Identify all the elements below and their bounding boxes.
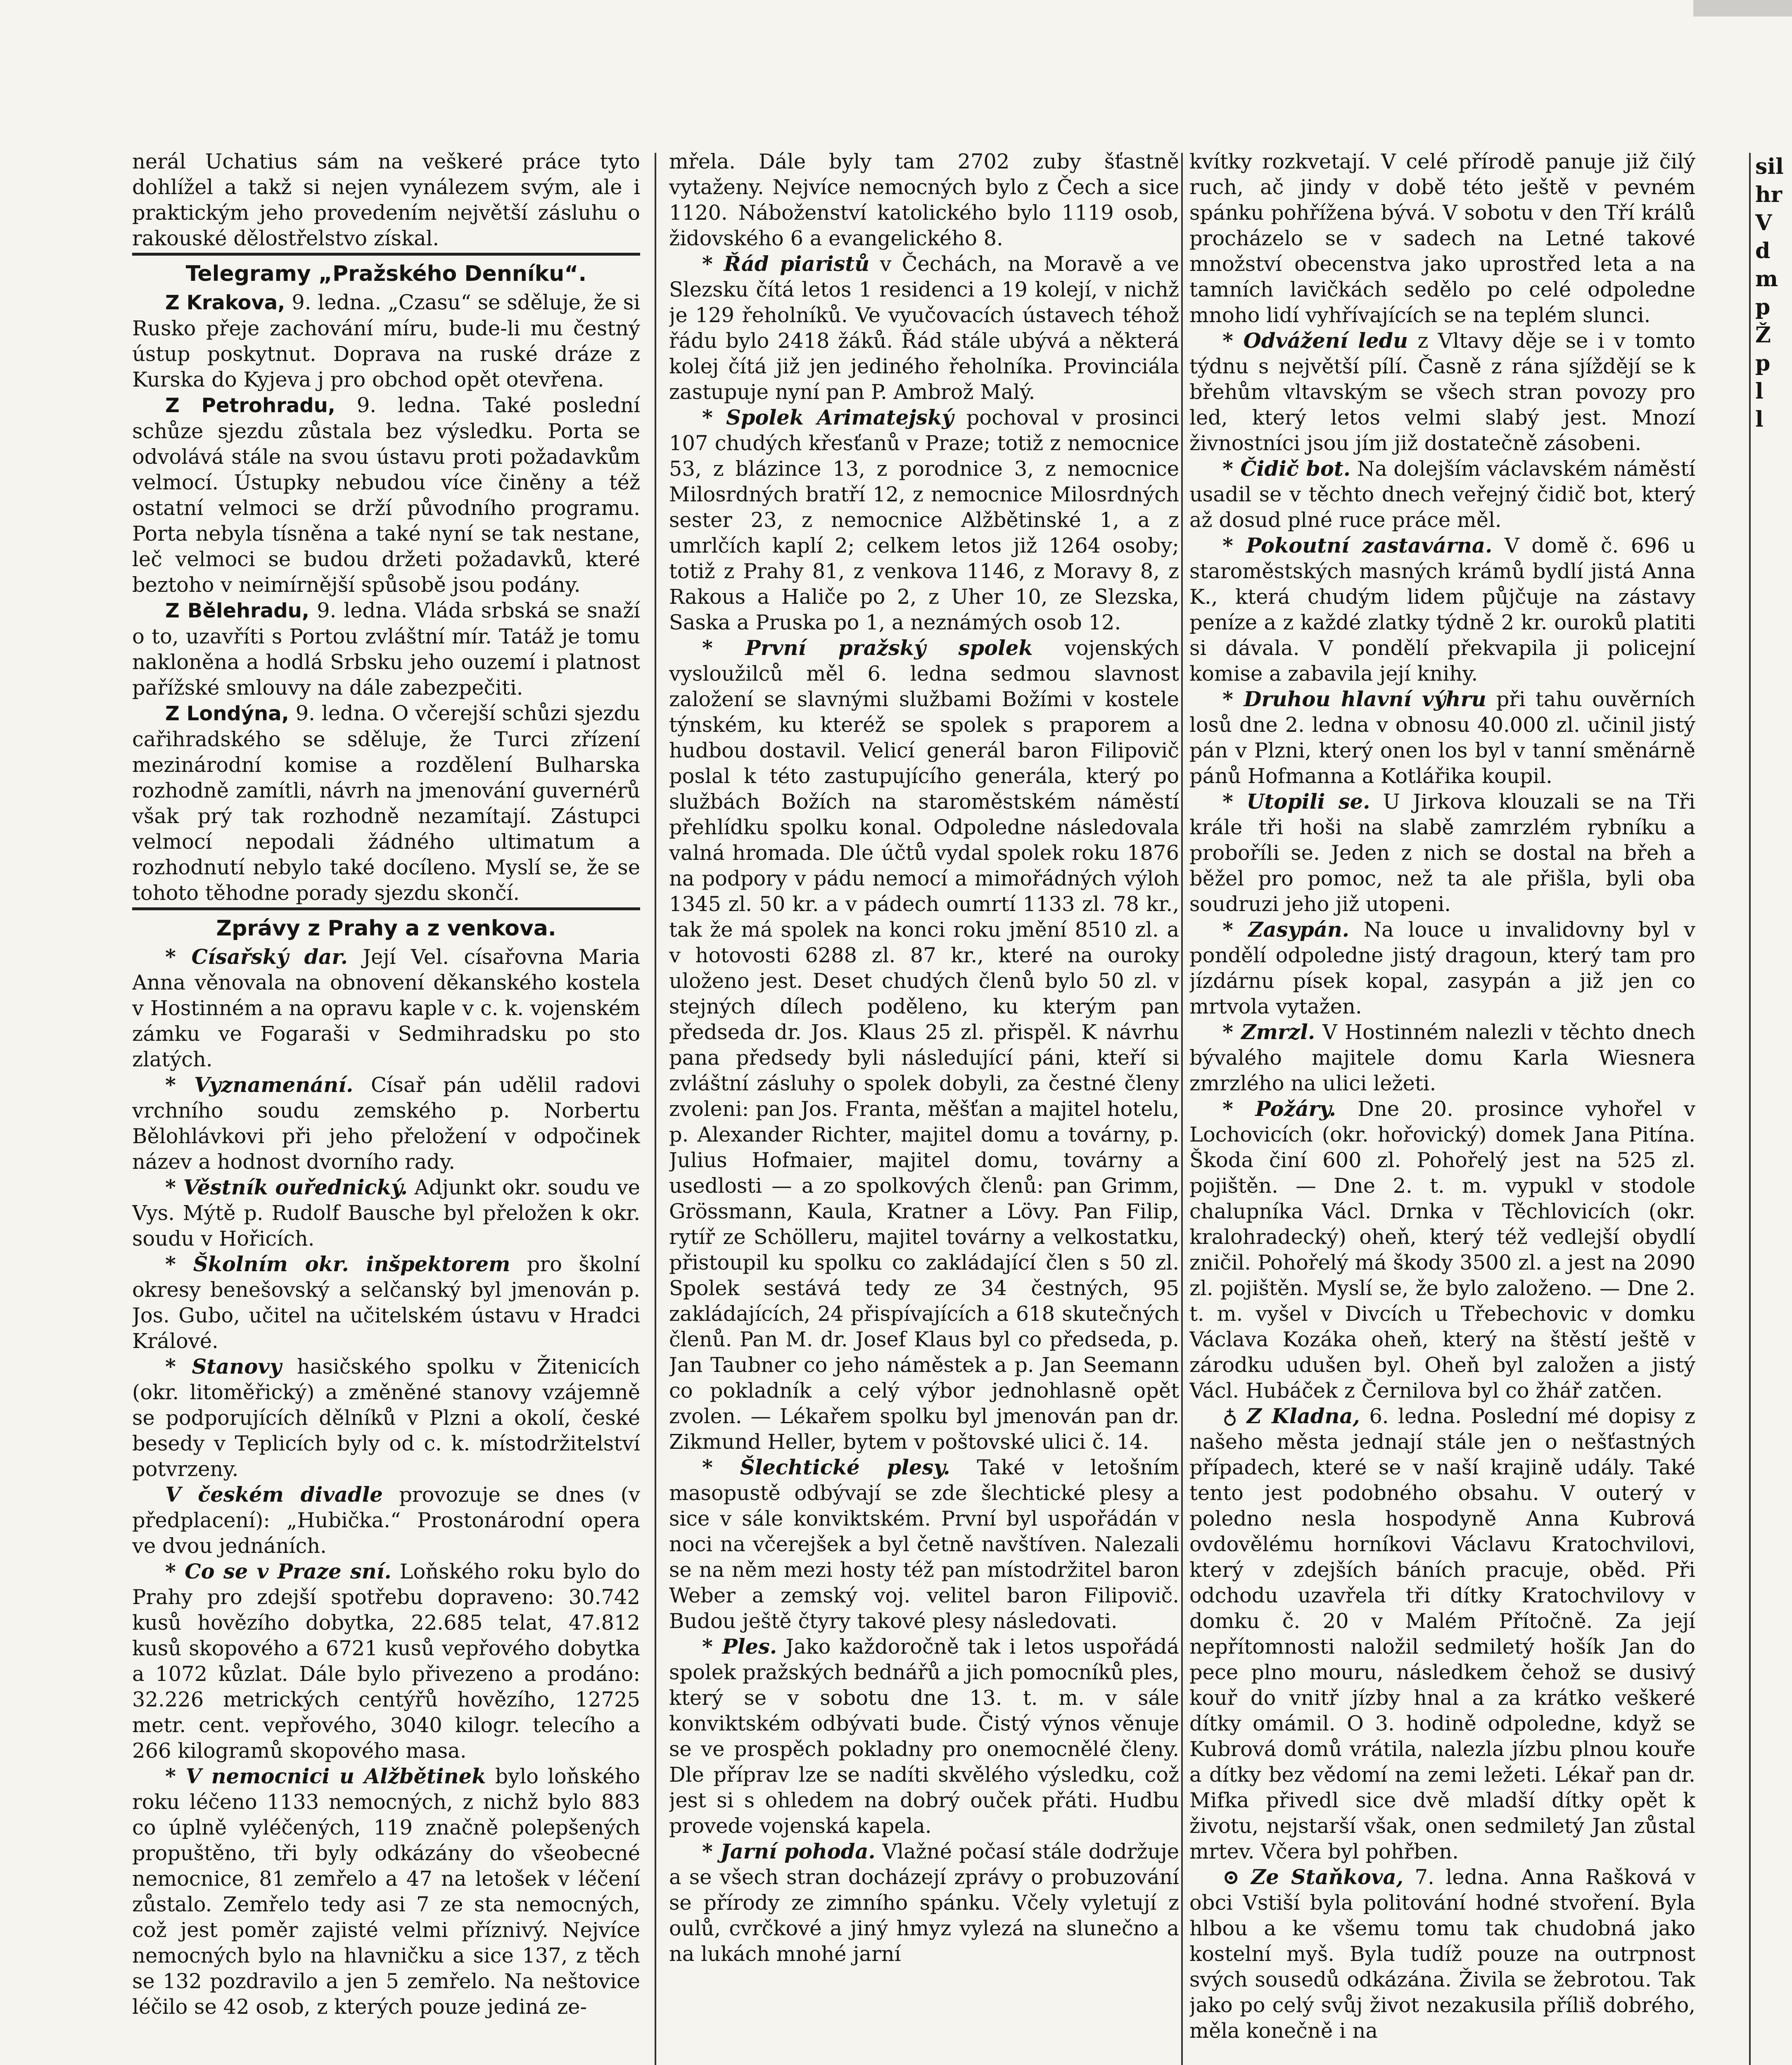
news-keyword: Císařský dar. xyxy=(191,945,348,969)
news-keyword: Odvážení ledu xyxy=(1243,329,1408,353)
telegram-londyn xyxy=(132,700,640,906)
telegram-belehrad xyxy=(132,598,640,700)
news-keyword: Školním okr. inšpektorem xyxy=(193,1252,510,1276)
news-text: Také v letošním masopustě odbývají se zde šlechtické plesy a sice v sále konviktském. První byl uspořádán v noci na včerejšek a byl četně navštíven. Nalezali se na něm mezi hosty též pan místodržitel baron Weber a zemský voj. velitel baron Filipovič. Budou ještě čtyry takové plesy následovati. xyxy=(669,1455,1179,1633)
news-item: * Zmrzl. V Hostinném nalezli v těchto dnech bývalého majitele domu Karla Wiesnera zmrzlého na ulici ležeti. xyxy=(1189,1020,1695,1095)
news-item: * Odvážení ledu z Vltavy děje se i v tomto týdnu s největší pílí. Časně z rána sjíždějí se k břehům vltavským se všech stran povozy pro led, který letos velmi slabý jest. Mnozí živnostníci jsou jím již dostatečně zásobeni. xyxy=(1189,329,1695,455)
news-item: * Utopili se. U Jirkova klouzali se na Tři krále tři hoši na slabě zamrzlém rybníku a proboříli se. Jeden z nich se dostal na břeh a běžel pro pomoc, než ta ale přišla, byli oba soudruzi jeho již utopeni. xyxy=(1189,790,1695,916)
news-item: * Šlechtické plesy. Také v letošním masopustě odbývají se zde šlechtické plesy a sice v sále konviktském. První byl uspořádán v noci na včerejšek a byl četně navštíven. Nalezali se na něm mezi hosty též pan místodržitel baron Weber a zemský voj. velitel baron Filipovič. Budou ještě čtyry takové plesy následovati. xyxy=(669,1455,1179,1633)
news-text: vojenských vysloužilců měl 6. ledna sedmou slavnost založení se slavnými službami Božími v kostele týnském, ku kteréž se spolek s praporem a hudbou dostavil. Velicí generál baron Filipovič poslal k této zastupujícího generála, který po službách Božích na staroměstském náměstí přehlídku spolku konal. Odpoledne následovala valná hromada. Dle účtů vydal spolek roku 1876 na podpory v pádu nemocí a mimořádných výloh 1345 zl. 50 kr. a v pádech oumrtí 1133 zl. 78 kr., tak že má spolek na konci roku jmění 8510 zl. a v hotovosti 6288 zl. 87 kr., které na ouroky uloženo jest. Deset chudých členů bylo 50 zl. v stejných dílech poděleno, ku kterým pan předseda dr. Jos. Klaus 25 zl. přispěl. K návrhu pana předsedy byli následující páni, kteří si zvláštní zásluhy o spolek dobyli, za čestné členy zvoleni: pan Jos. Franta, měšťan a majitel hotelu, p. Alexander Richter, majitel domu a továrny, p. Julius Hofmaier, majitel domu, továrny a usedlosti — a zo spolkových členů: pan Grimm, Grössmann, Kaula, Kratner a Lövy. Pan Filip, rytíř ze Schölleru, majitel továrny a velkostatku, přistoupil ku spolku co zakládající člen s 50 zl. Spolek sestává tedy ze 34 čestných, 95 zakládajících, 24 přispívajících a 618 skutečných členů. Pan M. dr. Josef Klaus byl co předseda, p. Jan Taubner co jeho náměstek a p. Jan Seemann co pokladník a celý výbor jednohlasně opět zvolen. — Lékařem spolku byl jmenován pan dr. Zikmund Heller, bytem v poštovské ulici č. 14. xyxy=(669,636,1179,1454)
news-keyword: Věstník ouřednický. xyxy=(183,1175,408,1199)
news-item: * Pokoutní zastavárna. V domě č. 696 u staroměstských masných krámů bydlí jistá Anna K., která chudým lidem půjčuje na zástavy peníze a z každé zlatky týdně 2 kr. ouroků platiti si dávala. V pondělí překvapila ji policejní komise a zabavila její knihy. xyxy=(1189,534,1695,686)
news-keyword: Stanovy xyxy=(192,1355,282,1379)
section-heading-telegrams: Telegramy „Pražského Denníku“. xyxy=(185,261,587,286)
news-keyword: První pražský spolek xyxy=(745,636,1033,660)
news-text: 6. ledna. Poslední mé dopisy z našeho města jednají stále jen o nešťastných případech, které se v naší krajině udály. Také tento jest podobného obsahu. V outerý v poledno nesla hospodyně Anna Kubrová ovdovělému horníkovi Václavu Kratochvilovi, který v zdejších báních pracuje, oběd. Při odchodu uzavřela tři dítky Kratochvilovy v domku č. 20 v Malém Přítočně. Za její nepřítomnosti naložil sedmiletý hošík Jan do pece plno mouru, následkem čehož se dusivý kouř do vnitř jízby hnal a za krátko veškeré dítky omámil. O 3. hodině odpoledne, když se Kubrová domů vrátila, nalezla jízbu plnou kouře a dítky bez vědomí na zemi ležeti. Lékař pan dr. Mifka přivedl sice dvě mladší dítky opět k životu, nejstarší však, onen sedmiletý Jan zůstal mrtev. Včera byl pohřben. xyxy=(1189,1404,1695,1863)
news-keyword: Co se v Praze sní. xyxy=(185,1559,392,1583)
news-text: Císař pán udělil radovi vrchního soudu zemského p. Norbertu Bělohlávkovi při jeho přeložení v odpočinek název a hodnost dvorního rady. xyxy=(132,1073,640,1174)
correspondent-mark-icon: ♁ xyxy=(1222,1404,1238,1428)
news-keyword: Spolek Arimatejský xyxy=(726,406,954,430)
news-text: Jako každoročně tak i letos uspořádá spolek pražských bednářů a jich pomocníků ples, který se v sobotu dne 13. t. m. v sále konviktském odbývati bude. Čistý výnos věnuje se ve prospěch pokladny pro onemocnělé členy. Dle příprav lze se nadíti skvělého výsledku, což jest si s ohledem na dobrý ouček přáti. Hudbu provede vojenská kapela. xyxy=(669,1635,1179,1838)
telegram-text: 9. ledna. Také poslední schůze sjezdu zůstala bez výsledku. Porta se odvolává stále na svou ústavu proti požadavkům velmocí. Ústupky nebudou více činěny a též ostatní velmoci se drží původního programu. Porta nebyla tísněna a také nyní se tak nestane, leč velmoci se budou držeti požadavků, které beztoho v neimírnější spůsobě jsou podány. xyxy=(132,393,640,597)
news-text: 7. ledna. Anna Rašková v obci Vstiší byla politování hodné stvoření. Byla hlbou a ke všemu tomu tak chudobná jako kostelní myš. Byla tudíž pouze na outrpnost svých sousedů odkázána. Živila se žebrotou. Tak jako po celý svůj život nezakusila příliš dobrého, měla konečně i na xyxy=(1189,1865,1695,2043)
news-text: při tahu ouvěrních losů dne 2. ledna v obnosu 40.000 zl. učinil jistý pán v Plzni, který onen los byl v tanní směnárně pánů Hofmanna a Kotlářika koupil. xyxy=(1189,687,1695,788)
news-keyword: Vyznamenání. xyxy=(194,1073,354,1097)
news-keyword: Ples. xyxy=(722,1635,777,1659)
news-item: * Jarní pohoda. Vlažné počasí stále dodržuje a se všech stran docházejí zprávy o probuzování se přírody ze zimního spánku. Včely vyletují z oulů, cvrčkové a jiný hmyz vylezá na slunečno a na lukách mnohé jarní xyxy=(669,1840,1179,1966)
news-text: pro školní okresy benešovský a selčanský byl jmenován p. Jos. Gubo, učitel na učitelském ústavu v Hradci Králové. xyxy=(132,1252,640,1353)
news-keyword: Zmrzl. xyxy=(1241,1020,1315,1044)
dateline: Z Petrohradu, xyxy=(165,394,335,417)
news-item: * Čidič bot. Na dolejším václavském náměstí usadil se v těchto dnech veřejný čidič bot, který až dosud plné ruce práce měl. xyxy=(1189,457,1695,532)
news-item: * Císařský dar. Její Vel. císařovna Maria Anna věnovala na obnovení děkanského kostela v Hostinném a na opravu kaple v c. k. vojenském zámku ve Fogaraši v Sedmihradsku po sto zlatých. xyxy=(132,945,640,1071)
news-item: * Spolek Arimatejský pochoval v prosinci 107 chudých křesťanů v Praze; totiž z nemocnice 53, z blázince 13, z porodnice 3, z nemocnice Milosrdných bratří 12, z nemocnice Milosrdných sester 23, z nemocnice Alžbětinské 1, a z umrlčích kaplí 2; celkem letos již 1264 osoby; totiž z Prahy 81, z venkova 1146, z Moravy 8, z Rakous a Haliče po 2, z Uher 10, ze Slezska, Saska a Pruska po 1, a neznámých osob 12. xyxy=(669,406,1179,634)
news-keyword: Druhou hlavní výhru xyxy=(1244,687,1486,711)
news-text: Vlažné počasí stále dodržuje a se všech stran docházejí zprávy o probuzování se přírody ze zimního spánku. Včely vyletují z oulů, cvrčkové a jiný hmyz vylezá na slunečno a na lukách mnohé jarní xyxy=(669,1840,1179,1966)
news-text: Loňského roku bylo do Prahy pro zdejší spotřebu dopraveno: 30.742 kusů hovězího dobytka, 22.685 telat, 47.812 kusů skopového a 6721 kusů vepřového dobytka a 1072 kůzlat. Dále bylo přivezeno a prodáno: 32.226 metrických centýřů hovězího, 12725 metr. cent. vepřového, 3040 kilogr. telecího a 266 kilogramů skopového masa. xyxy=(132,1559,640,1763)
section-heading-news: Zprávy z Prahy a z venkova. xyxy=(216,916,556,941)
news-item: * Požáry. Dne 20. prosince vyhořel v Lochovicích (okr. hořovický) domek Jana Pitína. Škoda činí 600 zl. Pohořelý jest na 525 zl. pojištěn. — Dne 2. t. m. vypukl v stodole chalupníka Václ. Drnka v Těchlovicích (okr. kralohradecký) oheň, který též vedlejší obydlí zničil. Pohořelý má škody 3500 zl. a jest na 2090 zl. pojištěn. Myslí se, že bylo založeno. — Dne 2. t. m. vyšel v Divcích u Třebechovic v domku Václava Kozáka oheň, který na štěstí ještě v zárodku udušen byl. Oheň byl založen a jistý Václ. Hubáček z Černilova byl co žhář zatčen. xyxy=(1189,1097,1695,1403)
dateline: Z Krakova, xyxy=(165,291,285,314)
news-keyword: Zasypán. xyxy=(1248,918,1349,942)
edge-fragment: V xyxy=(1755,210,1772,235)
cropped-next-column xyxy=(1755,153,1792,516)
correspondence-kladno xyxy=(1189,1403,1695,1864)
edge-fragment: l xyxy=(1755,379,1764,404)
news-keyword: V nemocnici u Alžbětinek xyxy=(185,1764,486,1788)
column-2 xyxy=(669,149,1179,2065)
edge-fragment: m xyxy=(1755,266,1778,292)
news-item: * První pražský spolek vojenských vysloužilců měl 6. ledna sedmou slavnost založení se slavnými službami Božími v kostele týnském, ku kteréž se spolek s praporem a hudbou dostavil. Velicí generál baron Filipovič poslal k této zastupujícího generála, který po službách Božích na staroměstském náměstí přehlídku spolku konal. Odpoledne následovala valná hromada. Dle účtů vydal spolek roku 1876 na podpory v pádu nemocí a mimořádných výloh 1345 zl. 50 kr. a v pádech oumrtí 1133 zl. 78 kr., tak že má spolek na konci roku jmění 8510 zl. a v hotovosti 6288 zl. 87 kr., které na ouroky uloženo jest. Deset chudých členů bylo 50 zl. v stejných dílech poděleno, ku kterým pan předseda dr. Jos. Klaus 25 zl. přispěl. K návrhu pana předsedy byli následující páni, kteří si zvláštní zásluhy o spolek dobyli, za čestné členy zvoleni: pan Jos. Franta, měšťan a majitel hotelu, p. Alexander Richter, majitel domu a továrny, p. Julius Hofmaier, majitel domu, továrny a usedlosti — a zo spolkových členů: pan Grimm, Grössmann, Kaula, Kratner a Lövy. Pan Filip, rytíř ze Schölleru, majitel továrny a velkostatku, přistoupil ku spolku co zakládající člen s 50 zl. Spolek sestává tedy ze 34 čestných, 95 zakládajících, 24 přispívajících a 618 skutečných členů. Pan M. dr. Josef Klaus byl co předseda, p. Jan Taubner co jeho náměstek a p. Jan Seemann co pokladník a celý výbor jednohlasně opět zvolen. — Lékařem spolku byl jmenován pan dr. Zikmund Heller, bytem v poštovské ulici č. 14. xyxy=(669,636,1179,1454)
news-text: Dne 20. prosince vyhořel v Lochovicích (okr. hořovický) domek Jana Pitína. Škoda činí 600 zl. Pohořelý jest na 525 zl. pojištěn. — Dne 2. t. m. vypukl v stodole chalupníka Václ. Drnka v Těchlovicích (okr. kralohradecký) oheň, který též vedlejší obydlí zničil. Pohořelý má škody 3500 zl. a jest na 2090 zl. pojištěn. Myslí se, že bylo založeno. — Dne 2. t. m. vyšel v Divcích u Třebechovic v domku Václava Kozáka oheň, který na štěstí ještě v zárodku udušen byl. Oheň byl založen a jistý Václ. Hubáček z Černilova byl co žhář zatčen. xyxy=(1189,1097,1695,1403)
news-item: * Stanovy hasičského spolku v Žitenicích (okr. litoměřický) a změněné stanovy vzájemně se podporujících dělníků v Plzni a okolí, české besedy v Teplicích byly od c. k. místodržitelství potvrzeny. xyxy=(132,1355,640,1481)
news-text: pochoval v prosinci 107 chudých křesťanů v Praze; totiž z nemocnice 53, z blázince 13, z porodnice 3, z nemocnice Milosrdných bratří 12, z nemocnice Milosrdných sester 23, z nemocnice Alžbětinské 1, a z umrlčích kaplí 2; celkem letos již 1264 osoby; totiž z Prahy 81, z venkova 1146, z Moravy 8, z Rakous a Haliče po 2, z Uher 10, ze Slezska, Saska a Pruska po 1, a neznámých osob 12. xyxy=(669,406,1179,634)
dateline: Ze Staňkova, xyxy=(1251,1865,1403,1889)
news-item: * Věstník ouřednický. Adjunkt okr. soudu ve Vys. Mýtě p. Rudolf Bausche byl přeložen k okr. soudu v Hořicích. xyxy=(132,1175,640,1251)
news-item xyxy=(132,1482,640,1559)
scan-edge-mark xyxy=(1693,0,1792,17)
news-text: Adjunkt okr. soudu ve Vys. Mýtě p. Rudolf Bausche byl přeložen k okr. soudu v Hořicích. xyxy=(132,1175,640,1251)
news-text: z Vltavy děje se i v tomto týdnu s největší pílí. Časně z rána sjíždějí se k břehům vltavským se všech stran povozy pro led, který letos velmi slabý jest. Mnozí živnostníci jsou jím již dostatečně zásobeni. xyxy=(1189,329,1695,455)
edge-fragment: d xyxy=(1755,238,1771,263)
telegram-petrohrad xyxy=(132,392,640,598)
news-text: V Hostinném nalezli v těchto dnech bývalého majitele domu Karla Wiesnera zmrzlého na ulici ležeti. xyxy=(1189,1020,1695,1095)
column-3 xyxy=(1189,149,1695,2065)
dateline: Z Londýna, xyxy=(165,702,289,725)
dateline: Z Bělehradu, xyxy=(165,599,310,622)
correspondent-mark-icon: ⊙ xyxy=(1222,1865,1240,1889)
news-text: Její Vel. císařovna Maria Anna věnovala na obnovení děkanského kostela v Hostinném a na opravu kaple v c. k. vojenském zámku ve Fogaraši v Sedmihradsku po sto zlatých. xyxy=(132,945,640,1071)
edge-fragment: p xyxy=(1755,294,1771,320)
column-divider xyxy=(1181,153,1183,2065)
news-text: Na dolejším václavském náměstí usadil se v těchto dnech veřejný čidič bot, který až dosud plné ruce práce měl. xyxy=(1189,457,1695,532)
paragraph-continuation: kvítky rozkvetají. V celé přírodě panuje již čilý ruch, ač jindy v době této ještě v pevném spánku pohřížena bývá. V sobotu v den Tří králů procházelo se v sadech na Letné takové množství obecenstva jako uprostřed leta a na tamních lavičkách sedělo po celé odpoledne mnoho lidí vyhřívajících se na teplém slunci. xyxy=(1189,150,1695,327)
correspondence-stankov xyxy=(1189,1864,1695,2044)
news-text: bylo loňského roku léčeno 1133 nemocných, z nichž bylo 883 co úplně vyléčených, 119 značně polepšených propuštěno, tři byly odkázány do všeobecné nemocnice, 81 zemřelo a 47 na letošek v léčení zůstalo. Zemřelo tedy asi 7 ze sta nemocných, což jest poměr zajisté velmi příznivý. Nejvíce nemocných bylo na hlavničku a sice 137, z těch se 132 pozdravilo a jen 5 zemřelo. Na neštovice léčilo se 42 osob, z kterých pouze jediná ze- xyxy=(132,1764,640,2019)
news-item: * Druhou hlavní výhru při tahu ouvěrních losů dne 2. ledna v obnosu 40.000 zl. učinil jistý pán v Plzni, který onen los byl v tanní směnárně pánů Hofmanna a Kotlářika koupil. xyxy=(1189,687,1695,788)
column-divider xyxy=(1749,153,1751,2065)
telegram-text: 9. ledna. O včerejší schůzi sjezdu cařihradského se sděluje, že Turci zřízení mezinárodní komise a rozdělení Bulharska rozhodně zamítli, návrh na jmenování guvernérů však prý tak rozhodně nezamítají. Zástupci velmocí nepodali žádného ultimatum a rozhodnutí nebylo také docíleno. Myslí se, že se tohoto těhodne porady sjezdu skončí. xyxy=(132,701,640,905)
news-keyword: Pokoutní zastavárna. xyxy=(1246,534,1493,558)
paragraph-continuation: nerál Uchatius sám na veškeré práce tyto dohlížel a takž si nejen vynálezem svým, ale i praktickým jeho provedením největší zásluhu o rakouské dělostřelstvo získal. xyxy=(132,150,640,250)
edge-fragment: p xyxy=(1755,351,1771,376)
edge-fragment: Ž xyxy=(1755,323,1771,348)
news-item: * Ples. Jako každoročně tak i letos uspořádá spolek pražských bednářů a jich pomocníků ples, který se v sobotu dne 13. t. m. v sále konviktském odbývati bude. Čistý výnos věnuje se ve prospěch pokladny pro onemocnělé členy. Dle příprav lze se nadíti skvělého výsledku, což jest si s ohledem na dobrý ouček přáti. Hudbu provede vojenská kapela. xyxy=(669,1635,1179,1838)
edge-fragment: sil xyxy=(1755,154,1784,179)
telegram-text: 9. ledna. Vláda srbská se snaží o to, uzavříti s Portou zvláštní mír. Tatáž je tomu nakloněna a hodlá Srbsku jeho ouzemí i platnost pařížské smlouvy na dále zabezpečiti. xyxy=(132,598,640,700)
paragraph-continuation: mřela. Dále byly tam 2702 zuby šťastně vytaženy. Nejvíce nemocných bylo z Čech a sice 1120. Náboženství katolického bylo 1119 osob, židovského 6 a evangelického 8. xyxy=(669,150,1179,250)
column-1 xyxy=(132,149,640,2065)
news-item: * Řád piaristů v Čechách, na Moravě a ve Slezsku čítá letos 1 residenci a 19 kolejí, v nichž je 129 řeholníků. Ve vyučovacích ústavech téhož řádu bylo 2418 žáků. Řád stále ubývá a některá kolej čítá již jen jediného řeholníka. Provinciála zastupuje nyní pan P. Ambrož Malý. xyxy=(669,252,1179,404)
divider xyxy=(132,907,640,910)
news-item: * Školním okr. inšpektorem pro školní okresy benešovský a selčanský byl jmenován p. Jos. Gubo, učitel na učitelském ústavu v Hradci Králové. xyxy=(132,1252,640,1353)
telegram-krakov xyxy=(132,290,640,392)
telegram-text: 9. ledna. „Czasu“ se sděluje, že si Rusko přeje zachování míru, bude-li mu čestný ústup poskytnut. Doprava na ruské dráze z Kurska do Kyjeva j pro obchod opět otevřena. xyxy=(132,290,640,392)
news-item: * Zasypán. Na louce u invalidovny byl v pondělí odpoledne jistý dragoun, který tam pro jízdárnu písek kopal, zasypán a již jen co mrtvola vytažen. xyxy=(1189,918,1695,1018)
edge-fragment: hr xyxy=(1755,182,1783,207)
news-text: Na louce u invalidovny byl v pondělí odpoledne jistý dragoun, který tam pro jízdárnu písek kopal, zasypán a již jen co mrtvola vytažen. xyxy=(1189,918,1695,1018)
news-item: * V nemocnici u Alžbětinek bylo loňského roku léčeno 1133 nemocných, z nichž bylo 883 co úplně vyléčených, 119 značně polepšených propuštěno, tři byly odkázány do všeobecné nemocnice, 81 zemřelo a 47 na letošek v léčení zůstalo. Zemřelo tedy asi 7 ze sta nemocných, což jest poměr zajisté velmi příznivý. Nejvíce nemocných bylo na hlavničku a sice 137, z těch se 132 pozdravilo a jen 5 zemřelo. Na neštovice léčilo se 42 osob, z kterých pouze jediná ze- xyxy=(132,1764,640,2019)
news-keyword: Jarní pohoda. xyxy=(720,1840,876,1863)
news-keyword: Utopili se. xyxy=(1246,790,1370,814)
news-item: * Co se v Praze sní. Loňského roku bylo do Prahy pro zdejší spotřebu dopraveno: 30.742 kusů hovězího dobytka, 22.685 telat, 47.812 kusů skopového a 6721 kusů vepřového dobytka a 1072 kůzlat. Dále bylo přivezeno a prodáno: 32.226 metrických centýřů hovězího, 12725 metr. cent. vepřového, 3040 kilogr. telecího a 266 kilogramů skopového masa. xyxy=(132,1559,640,1763)
news-keyword: Čidič bot. xyxy=(1240,457,1351,481)
news-keyword: V českém divadle xyxy=(165,1483,383,1507)
news-text: v Čechách, na Moravě a ve Slezsku čítá letos 1 residenci a 19 kolejí, v nichž je 129 řeholníků. Ve vyučovacích ústavech téhož řádu bylo 2418 žáků. Řád stále ubývá a některá kolej čítá již jen jediného řeholníka. Provinciála zastupuje nyní pan P. Ambrož Malý. xyxy=(669,252,1179,404)
edge-fragment: l xyxy=(1755,407,1764,432)
news-text: hasičského spolku v Žitenicích (okr. litoměřický) a změněné stanovy vzájemně se podporujících dělníků v Plzni a okolí, české besedy v Teplicích byly od c. k. místodržitelství potvrzeny. xyxy=(132,1355,640,1481)
dateline: Z Kladna, xyxy=(1246,1404,1360,1428)
news-keyword: Šlechtické plesy. xyxy=(740,1455,950,1479)
news-keyword: Požáry. xyxy=(1255,1097,1336,1121)
news-text: V domě č. 696 u staroměstských masných krámů bydlí jistá Anna K., která chudým lidem půjčuje na zástavy peníze a z každé zlatky týdně 2 kr. ouroků platiti si dávala. V pondělí překvapila ji policejní komise a zabavila její knihy. xyxy=(1189,534,1695,686)
divider xyxy=(132,253,640,256)
news-text: U Jirkova klouzali se na Tři krále tři hoši na slabě zamrzlém rybníku a proboříli se. Jeden z nich se dostal na břeh a běžel pro pomoc, než ta ale přišla, byli oba soudruzi jeho již utopeni. xyxy=(1189,790,1695,916)
column-divider xyxy=(655,153,656,2065)
news-keyword: Řád piaristů xyxy=(724,252,870,276)
news-item: * Vyznamenání. Císař pán udělil radovi vrchního soudu zemského p. Norbertu Bělohlávkovi při jeho přeložení v odpočinek název a hodnost dvorního rady. xyxy=(132,1073,640,1174)
news-text: provozuje se dnes (v předplacení): „Hubička.“ Prostonárodní opera ve dvou jednáních. xyxy=(132,1483,640,1558)
